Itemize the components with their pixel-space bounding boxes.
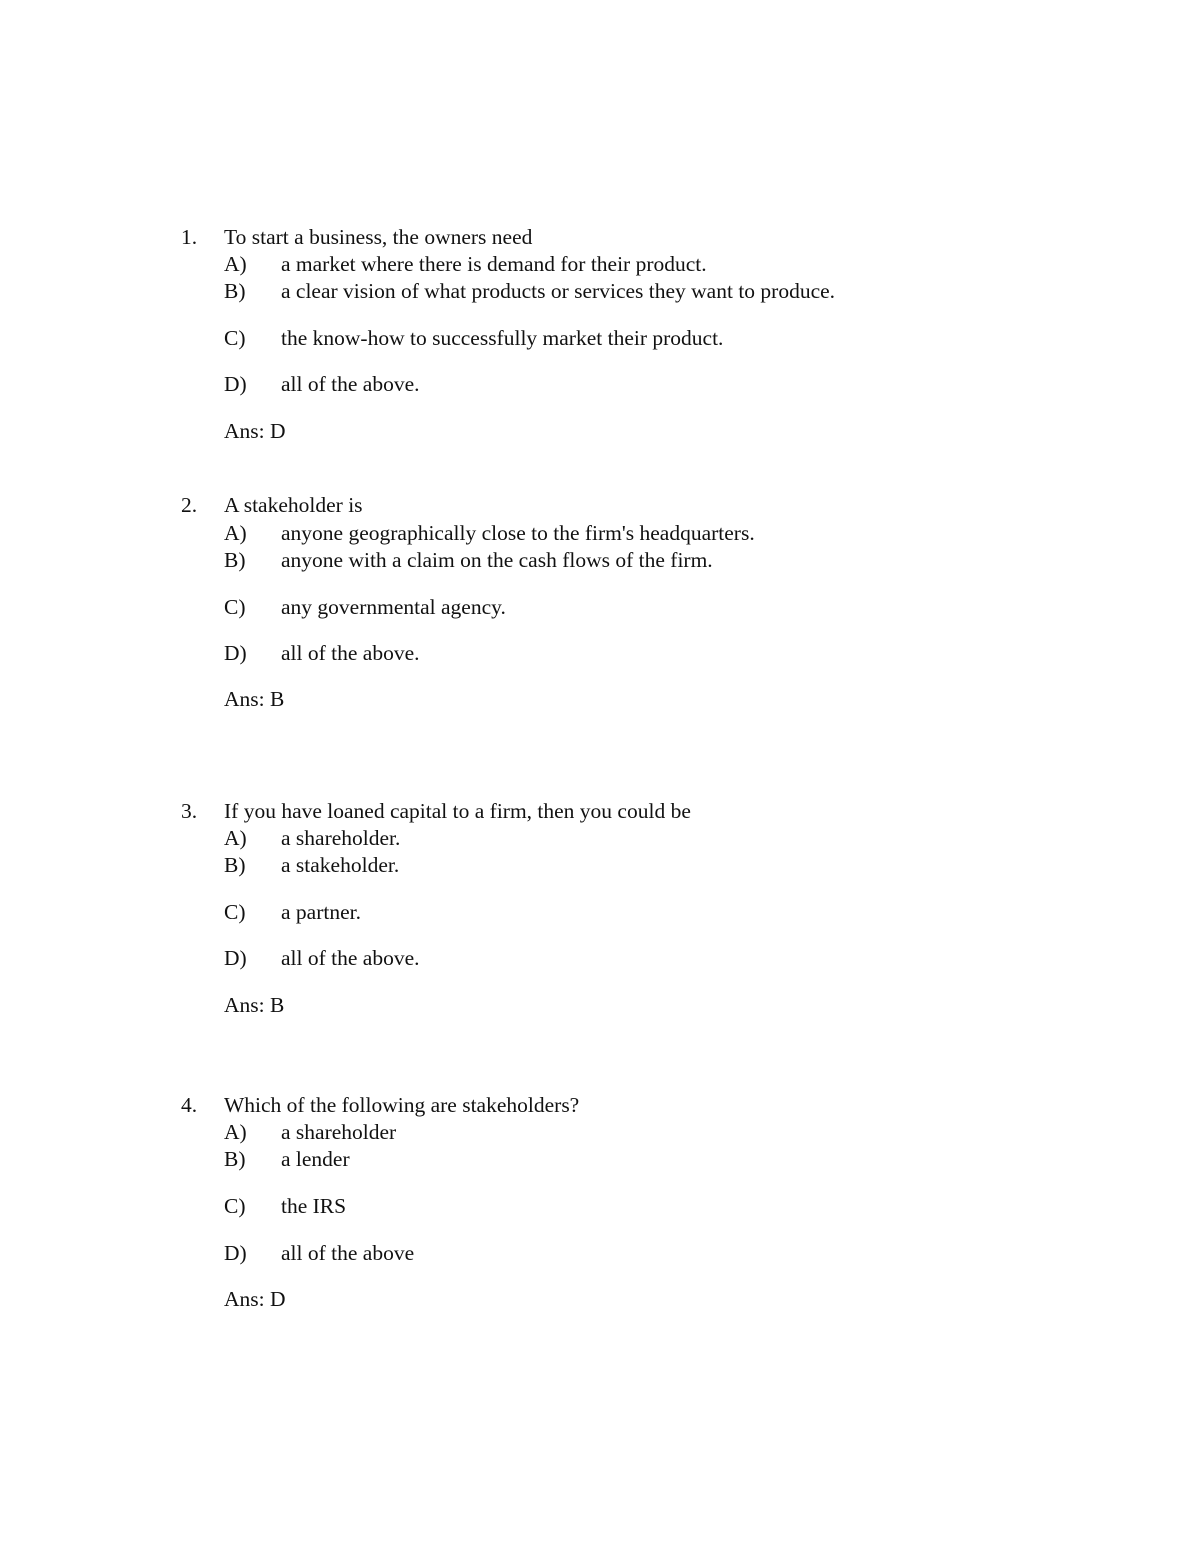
question-4-answer <box>0 1286 1200 1312</box>
option-text: a shareholder. <box>281 826 401 850</box>
question-2-option-a <box>0 520 1200 546</box>
option-text: a clear vision of what products or services they want to produce. <box>281 279 836 303</box>
question-3-option-b <box>0 852 1200 878</box>
answer-text: Ans: B <box>224 993 285 1017</box>
option-letter: D) <box>224 641 247 665</box>
answer-text: Ans: D <box>224 1287 286 1311</box>
option-text: all of the above <box>281 1241 415 1265</box>
question-4-stem-line <box>0 1092 1200 1118</box>
option-letter: D) <box>224 372 247 396</box>
option-letter: C) <box>224 1194 246 1218</box>
option-letter: B) <box>224 853 246 877</box>
option-text: all of the above. <box>281 372 420 396</box>
question-3-option-d <box>0 945 1200 971</box>
option-text: the know-how to successfully market their product. <box>281 326 724 350</box>
question-1-option-a <box>0 251 1200 277</box>
option-text: any governmental agency. <box>281 595 506 619</box>
option-letter: D) <box>224 946 247 970</box>
option-letter: C) <box>224 595 246 619</box>
option-text: a stakeholder. <box>281 853 400 877</box>
question-1-option-b <box>0 278 1200 304</box>
option-letter: C) <box>224 326 246 350</box>
question-2-option-b <box>0 547 1200 573</box>
answer-text: Ans: D <box>224 419 286 443</box>
question-stem: Which of the following are stakeholders? <box>224 1093 580 1117</box>
question-1-stem-line <box>0 224 1200 250</box>
question-4-option-b <box>0 1146 1200 1172</box>
question-4-option-c <box>0 1193 1200 1219</box>
option-text: anyone geographically close to the firm's headquarters. <box>281 521 755 545</box>
option-text: anyone with a claim on the cash flows of the firm. <box>281 548 713 572</box>
question-2-stem-line <box>0 492 1200 518</box>
option-letter: A) <box>224 252 247 276</box>
question-stem: A stakeholder is <box>224 493 363 517</box>
option-letter: A) <box>224 1120 247 1144</box>
question-stem: If you have loaned capital to a firm, then you could be <box>224 799 691 823</box>
question-3-option-c <box>0 899 1200 925</box>
question-number: 1. <box>181 225 198 249</box>
option-text: a market where there is demand for their product. <box>281 252 707 276</box>
question-2-option-d <box>0 640 1200 666</box>
option-letter: D) <box>224 1241 247 1265</box>
question-1-answer <box>0 418 1200 444</box>
answer-text: Ans: B <box>224 687 285 711</box>
option-letter: B) <box>224 548 246 572</box>
question-3-option-a <box>0 825 1200 851</box>
option-text: the IRS <box>281 1194 347 1218</box>
option-letter: B) <box>224 1147 246 1171</box>
option-text: a lender <box>281 1147 350 1171</box>
option-text: all of the above. <box>281 946 420 970</box>
question-number: 4. <box>181 1093 198 1117</box>
question-1-option-d <box>0 371 1200 397</box>
question-number: 2. <box>181 493 198 517</box>
option-text: a partner. <box>281 900 361 924</box>
option-letter: B) <box>224 279 246 303</box>
question-4-option-a <box>0 1119 1200 1145</box>
option-text: all of the above. <box>281 641 420 665</box>
option-text: a shareholder <box>281 1120 397 1144</box>
question-4-option-d <box>0 1240 1200 1266</box>
question-3-answer <box>0 992 1200 1018</box>
question-stem: To start a business, the owners need <box>224 225 533 249</box>
question-1-option-c <box>0 325 1200 351</box>
option-letter: A) <box>224 826 247 850</box>
question-2-option-c <box>0 594 1200 620</box>
option-letter: C) <box>224 900 246 924</box>
question-number: 3. <box>181 799 198 823</box>
question-2-answer <box>0 686 1200 712</box>
option-letter: A) <box>224 521 247 545</box>
question-3-stem-line <box>0 798 1200 824</box>
